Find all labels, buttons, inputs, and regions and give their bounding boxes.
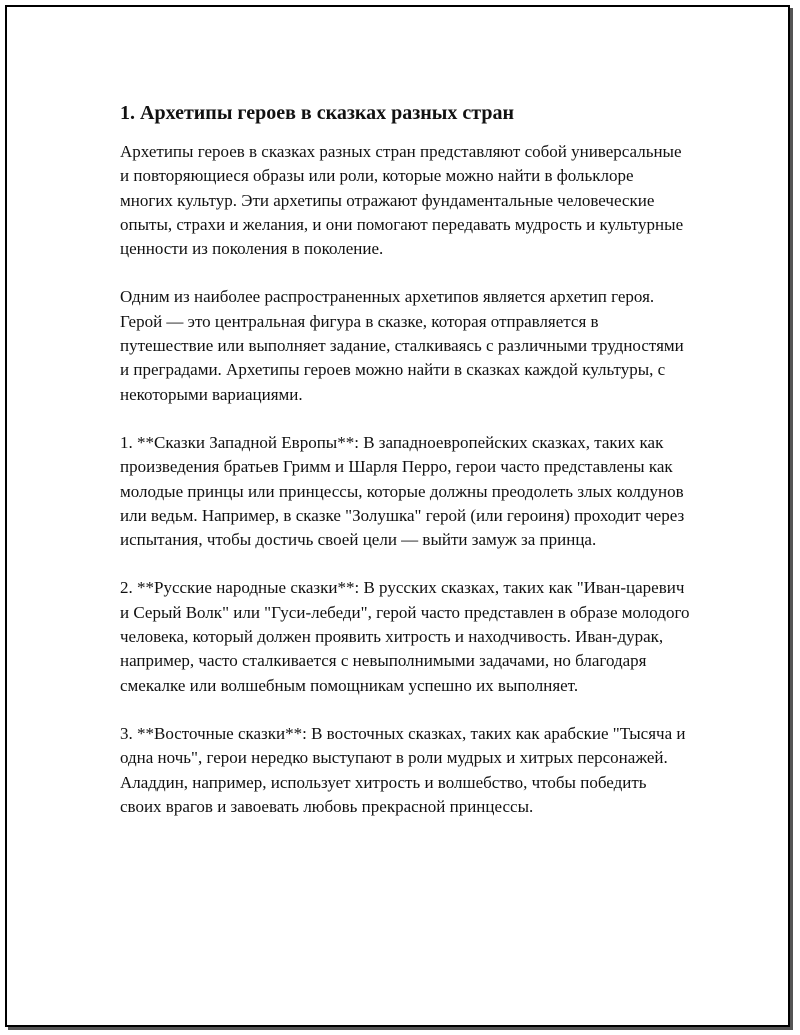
intro-paragraph: Архетипы героев в сказках разных стран представляют собой универсальные и повторяющиеся образы или роли, которые можно найти в фольклоре многих культур. Эти архетипы отражают фундаментальные человеческие опыты, страхи и желания, и они помогают передавать мудрость и культурные ценности из поколения в поколение. (120, 142, 684, 259)
hero-archetype-paragraph: Одним из наиболее распространенных архетипов является архетип героя. Герой — это центральная фигура в сказке, которая отправляется в путешествие или выполняет задание, сталкиваясь с различными трудностями и преградами. Архетипы героев можно найти в сказках каждой культуры, с некоторыми вариациями. (120, 287, 684, 404)
document-title: 1. Архетипы героев в сказках разных стран (120, 102, 514, 124)
eastern-tales-paragraph: 3. **Восточные сказки**: В восточных сказках, таких как арабские "Тысяча и одна ночь", герои нередко выступают в роли мудрых и хитрых персонажей. Аладдин, например, использует хитрость и волшебство, чтобы победить своих врагов и завоевать любовь прекрасной принцессы. (120, 723, 686, 816)
page-frame (5, 5, 790, 1027)
document-body (120, 100, 690, 843)
western-europe-paragraph: 1. **Сказки Западной Европы**: В западноевропейских сказках, таких как произведения братьев Гримм и Шарля Перро, герои часто представлены как молодые принцы или принцессы, которые должны преодолеть злых колдунов или ведьм. Например, в сказке "Золушка" герой (или героиня) проходит через испытания, чтобы достичь своей цели — выйти замуж за принца. (120, 432, 685, 550)
russian-tales-paragraph: 2. **Русские народные сказки**: В русских сказках, таких как "Иван-царевич и Серый Волк" или "Гуси-лебеди", герой часто представлен в образе молодого человека, который должен проявить хитрость и находчивость. Иван-дурак, например, часто сталкивается с невыполнимыми задачами, но благодаря смекалке или волшебным помощникам успешно их выполняет. (120, 578, 690, 695)
